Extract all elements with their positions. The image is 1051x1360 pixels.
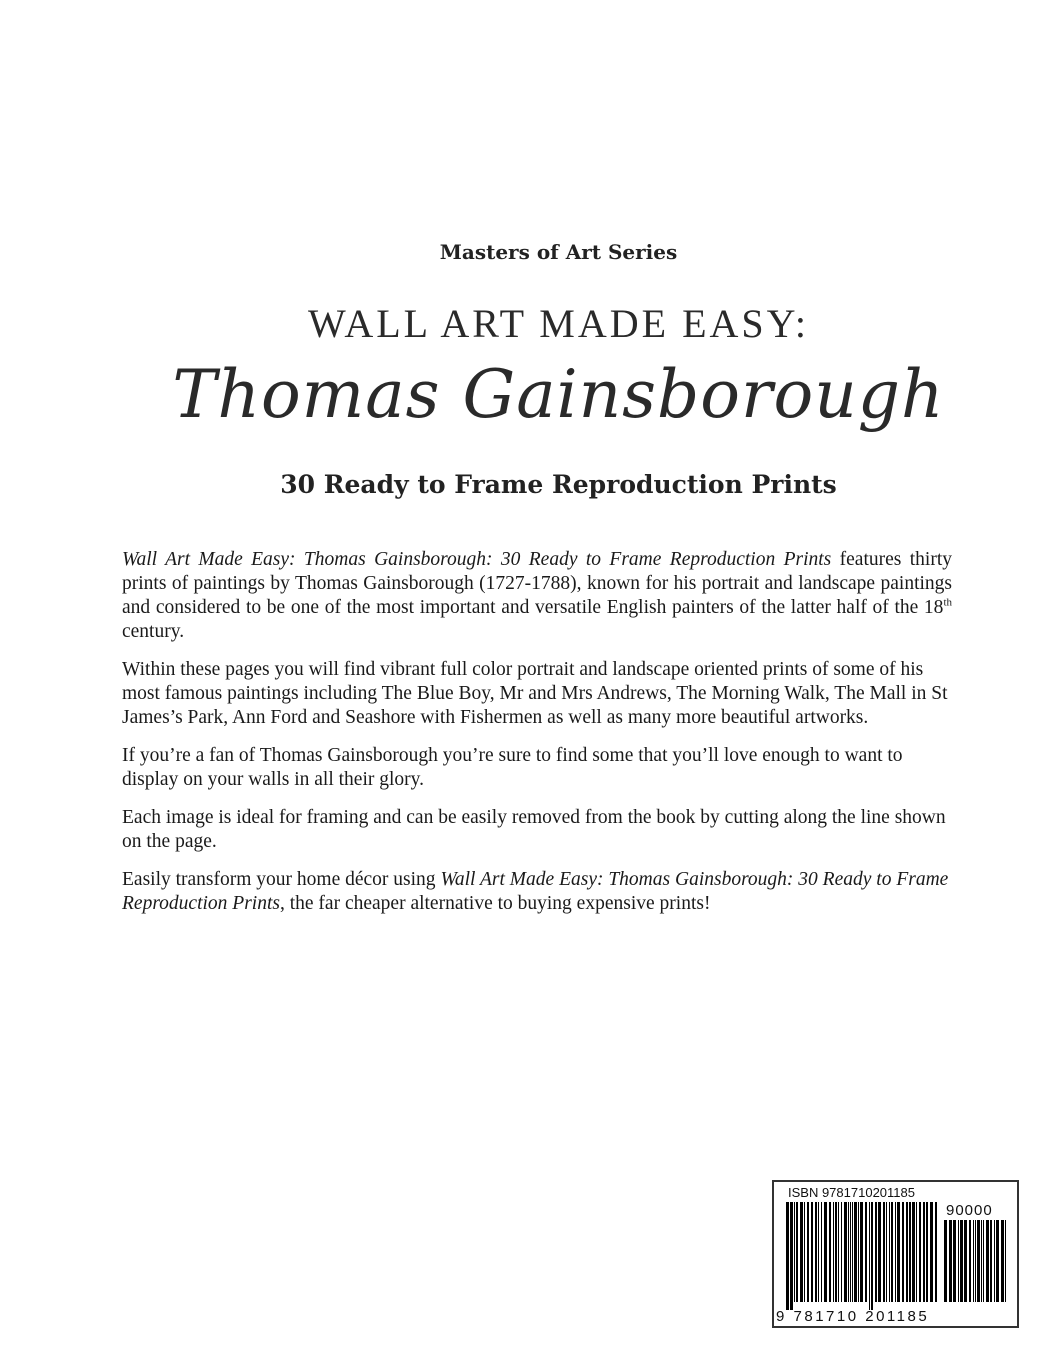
paragraph-text: Easily transform your home décor using	[122, 869, 441, 890]
barcode-bar	[902, 1202, 904, 1302]
barcode-bar	[983, 1220, 984, 1302]
barcode-bar	[930, 1202, 933, 1302]
book-title-italic: Wall Art Made Easy: Thomas Gainsborough: 30 Ready to Frame Reproduction Prints	[122, 549, 832, 570]
barcode-bar	[1001, 1220, 1004, 1302]
barcode-bar	[833, 1202, 834, 1302]
barcode-bar	[926, 1202, 928, 1302]
barcode-bar	[829, 1202, 831, 1302]
subtitle: 30 Ready to Frame Reproduction Prints	[280, 470, 837, 499]
barcode-bar	[841, 1202, 842, 1302]
barcode-bar	[821, 1202, 822, 1302]
barcode-bar	[953, 1220, 956, 1302]
barcode-bar	[996, 1220, 999, 1302]
series-name: Masters of Art Series	[439, 240, 678, 264]
price-code: 90000	[946, 1202, 993, 1219]
barcode-bar	[1005, 1220, 1006, 1302]
barcode-bar	[807, 1202, 809, 1302]
description-paragraph-4: Each image is ideal for framing and can be easily removed from the book by cutting along the line shown on the page.	[122, 807, 946, 852]
barcode-digits: 9 781710 201185	[776, 1308, 930, 1325]
barcode-bar	[815, 1202, 817, 1302]
barcode-bar	[835, 1202, 837, 1302]
barcode-bar	[860, 1202, 863, 1302]
barcode-bar	[912, 1202, 915, 1302]
description-paragraph-5	[122, 868, 952, 916]
barcode-bar	[897, 1202, 900, 1302]
barcode-bar	[818, 1202, 819, 1302]
title-line-2: Thomas Gainsborough	[172, 356, 945, 433]
barcode-bar	[871, 1202, 873, 1310]
barcode-bar	[909, 1202, 911, 1302]
barcode-bar	[844, 1202, 847, 1302]
barcode-bar	[848, 1202, 849, 1302]
barcode-bar	[964, 1220, 967, 1302]
barcode-bar	[960, 1220, 963, 1302]
title-line-1: WALL ART MADE EASY:	[308, 301, 809, 346]
barcode-bar	[800, 1202, 803, 1302]
barcode-bar	[994, 1220, 995, 1302]
paragraph-text: , the far cheaper alternative to buying expensive prints!	[279, 893, 711, 914]
barcode-bar	[865, 1202, 867, 1302]
barcode-bar	[869, 1202, 870, 1310]
barcode-bar	[850, 1202, 851, 1302]
barcode-bar	[969, 1220, 971, 1302]
paragraph-text: century.	[122, 621, 185, 642]
barcode-bar	[923, 1202, 925, 1302]
barcode-bar	[796, 1202, 798, 1302]
barcode-bar	[786, 1202, 789, 1310]
barcode-bar	[875, 1202, 877, 1302]
barcode-bar	[889, 1202, 890, 1302]
barcode-bar	[804, 1202, 805, 1302]
barcode-bar	[895, 1202, 896, 1302]
barcode-bar	[981, 1220, 982, 1302]
barcode-bar	[986, 1220, 989, 1302]
barcode-bar	[794, 1202, 795, 1302]
barcode-bar	[891, 1202, 893, 1302]
barcode-bar	[824, 1202, 827, 1302]
description	[122, 548, 952, 930]
barcode-bar	[852, 1202, 853, 1302]
barcode-bar	[858, 1202, 859, 1302]
barcode-bar	[944, 1220, 947, 1302]
barcode-bar	[916, 1202, 917, 1302]
book-title-italic: Wall Art Made Easy: Thomas Gainsborough: 30 Ready to Frame Reproduction Prints	[122, 869, 949, 914]
description-paragraph-3: If you’re a fan of Thomas Gainsborough you’re sure to find some that you’ll love enough to want to display on your walls in all their glory.	[122, 745, 903, 790]
description-paragraph-2: Within these pages you will find vibrant full color portrait and landscape oriented prints of some of his most famous paintings including The Blue Boy, Mr and Mrs Andrews, The Morning Walk, The Mall in St James’s Park, Ann Ford and Seashore with Fishermen as well as many more beautiful artworks.	[122, 659, 948, 728]
description-paragraph-1	[122, 548, 952, 644]
barcode-bar	[973, 1220, 974, 1302]
isbn-barcode	[772, 1180, 1019, 1328]
barcode-bar	[935, 1202, 937, 1302]
barcode-bar	[878, 1202, 881, 1302]
barcode-bar	[990, 1220, 992, 1302]
barcode-bar	[838, 1202, 839, 1302]
barcode-bar	[975, 1220, 976, 1302]
barcode-bars	[786, 1202, 938, 1310]
superscript: th	[943, 596, 952, 609]
barcode-bar	[854, 1202, 857, 1302]
barcode-bar	[949, 1220, 952, 1302]
barcode-bar	[919, 1202, 921, 1302]
paragraph-text: features thirty prints of paintings by Thomas Gainsborough (1727-1788), known for his portrait and landscape paintings and considered to be one of the most important and versatile English painters of the latter half of the 18	[122, 549, 952, 618]
barcode-bar	[906, 1202, 908, 1302]
barcode-bar	[790, 1202, 793, 1310]
barcode-bar	[886, 1202, 887, 1302]
barcode-bar	[977, 1220, 980, 1302]
barcode-addon-bars	[944, 1220, 1008, 1310]
barcode-bar	[958, 1220, 959, 1302]
barcode-bar	[883, 1202, 885, 1302]
barcode-bar	[811, 1202, 813, 1302]
isbn-label: ISBN 9781710201185	[788, 1185, 915, 1200]
